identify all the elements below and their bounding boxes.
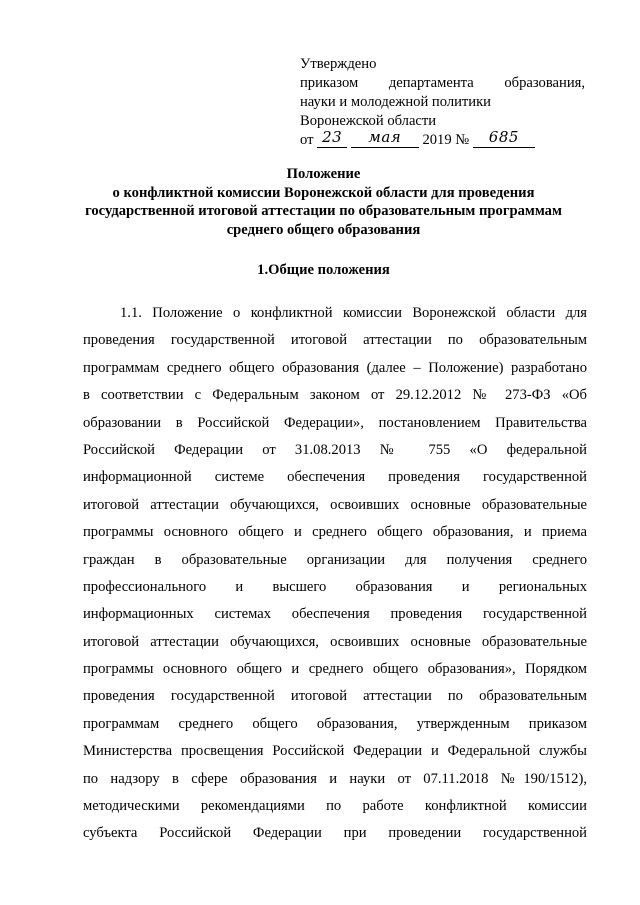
body-line: 1.1. Положение о конфликтной комиссии Воронежской области для bbox=[120, 305, 587, 321]
body-line: программы основного общего и среднего общего образования, и приема bbox=[83, 524, 587, 541]
approval-line: науки и молодежной политики bbox=[300, 94, 491, 110]
body-line: в соответствии с Федеральным законом от 29.12.2012 № 273-ФЗ «Об bbox=[83, 387, 587, 404]
handwritten-order-number: 685 bbox=[473, 131, 535, 148]
date-year: 2019 № bbox=[422, 132, 470, 148]
body-line: по надзору в сфере образования и науки от 07.11.2018 №190/1512), bbox=[83, 770, 587, 787]
title-line: государственной итоговой аттестации по образовательным программам bbox=[85, 203, 562, 219]
body-line: проведения государственной итоговой аттестации по образовательным bbox=[83, 332, 587, 349]
handwritten-day: 23 bbox=[317, 131, 347, 148]
title-line: Положение bbox=[286, 166, 361, 182]
body-line: итоговой аттестации обучающихся, освоивших основные образовательные bbox=[83, 496, 587, 513]
title-line: о конфликтной комиссии Воронежской области для проведения bbox=[112, 184, 535, 201]
approval-line: Воронежской области bbox=[300, 113, 437, 129]
body-line: программам среднего общего образования (далее – Положение) разработано bbox=[83, 359, 587, 376]
handwritten-month: мая bbox=[351, 131, 419, 148]
section-heading: 1.Общие положения bbox=[257, 262, 390, 278]
body-line: итоговой аттестации обучающихся, освоивших основные образовательные bbox=[83, 633, 587, 650]
body-text bbox=[83, 300, 587, 848]
body-line: проведения государственной итоговой аттестации по образовательным bbox=[83, 688, 587, 705]
title-line: среднего общего образования bbox=[226, 221, 421, 238]
approval-line: приказом департамента образования, bbox=[300, 75, 585, 91]
body-line: информационной системе обеспечения проведения государственной bbox=[83, 469, 587, 486]
date-prefix: от bbox=[300, 132, 314, 148]
body-line: граждан в образовательные организации для получения среднего bbox=[83, 551, 587, 568]
body-line: программы основного общего и среднего общего образования», Порядком bbox=[83, 661, 587, 678]
body-line: Министерства просвещения Российской Федерации и Федеральной службы bbox=[83, 743, 587, 760]
approval-date-line bbox=[300, 128, 585, 150]
approval-block bbox=[300, 55, 585, 150]
approval-line: Утверждено bbox=[300, 56, 377, 72]
body-line: информационных системах обеспечения проведения государственной bbox=[83, 606, 587, 623]
body-line: Российской Федерации от 31.08.2013 № 755 «О федеральной bbox=[83, 441, 587, 458]
document-title bbox=[60, 165, 587, 239]
body-line: профессионального и высшего образования и региональных bbox=[83, 578, 587, 595]
body-line: субъекта Российской Федерации при проведении государственной bbox=[83, 825, 587, 842]
body-line: образовании в Российской Федерации», постановлением Правительства bbox=[83, 414, 587, 431]
body-line: программам среднего общего образования, утвержденным приказом bbox=[83, 715, 587, 732]
body-line: методическими рекомендациями по работе конфликтной комиссии bbox=[83, 798, 587, 815]
